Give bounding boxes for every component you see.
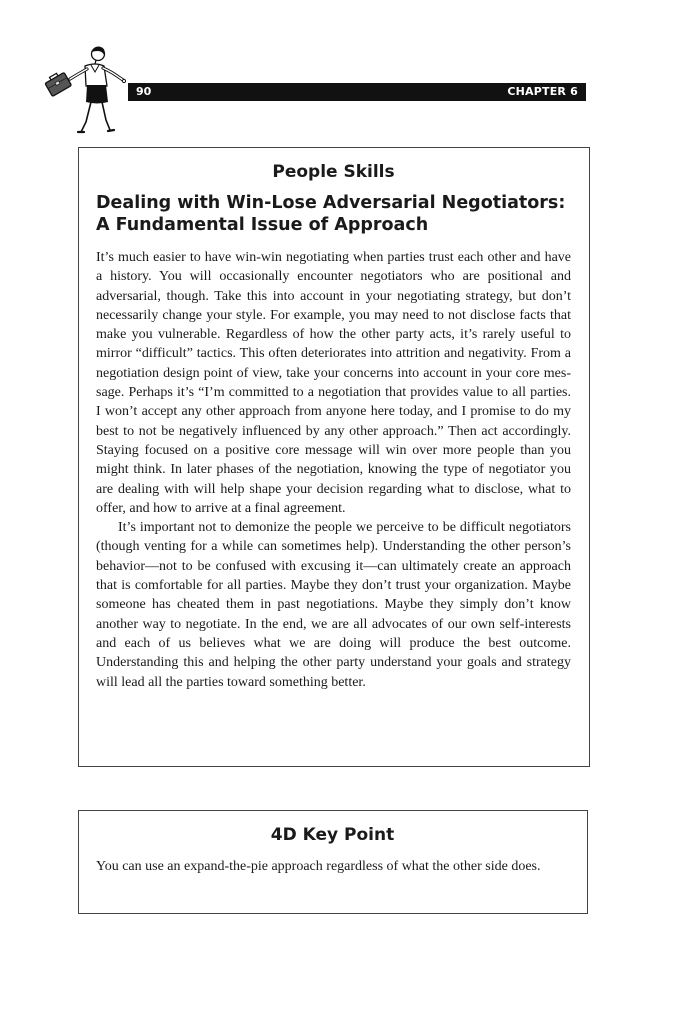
subtitle-line-1: Dealing with Win-Lose Adversarial Negotiators:	[96, 193, 566, 213]
key-point-text: You can use an expand-the-pie approach regardless of what the other side does.	[96, 859, 541, 874]
key-point-title: 4D Key Point	[270, 825, 395, 845]
chapter-label: CHAPTER 6	[507, 85, 578, 98]
people-skills-box	[78, 147, 590, 767]
people-skills-title: People Skills	[272, 162, 395, 182]
page-number: 90	[136, 85, 152, 98]
businesswoman-with-briefcase-icon	[44, 44, 128, 136]
people-skills-paragraph-2: It’s important not to demonize the people we perceive to be difficult negotiators (though venting for a while can sometimes help). Understanding the other person’s behavior—not to be confused with excusing it—can ultimately create an approach that is comfortable for all parties. Maybe they don’t trust your organization. Maybe someone has cheated them in past negotiations. Maybe they simply don’t know another way to negotiate. In the end, we are all advocates of our own self-interests and each of us believes what we are doing will produce the best outcome. Understanding this and helping the other party understand your goals and strategy will lead all the parties toward something better.	[96, 520, 571, 690]
people-skills-paragraph-1: It’s much easier to have win-win negotiating when parties trust each other and have a history. You will occasionally encounter negotiators who are positional and adversarial, though. Take this into account in your negotiating strategy, but don’t necessarily change your style. For example, you may need to not disclose facts that make you vulnerable. Regardless of how the other party acts, it’s rarely useful to mirror “difficult” tactics. This often deteriorates into attrition and negativity. From a negotiation design point of view, take your concerns into account in your core message. Perhaps it’s “I’m committed to a negotiation that provides value to all parties. I won’t accept any other approach from anyone here today, and I promise to do my best to not be negatively influenced by any other approach.” Then act accordingly. Staying focused on a positive core message will win over more people than you might think. In later phases of the negotiation, knowing the type of negotiator you are dealing with will help shape your decision regarding what to disclose, what to offer, and how to arrive at a final agreement.	[96, 250, 571, 516]
people-skills-subtitle	[96, 192, 571, 236]
running-header-bar	[128, 83, 586, 101]
key-point-box	[78, 810, 588, 914]
subtitle-line-2: A Fundamental Issue of Approach	[96, 215, 429, 235]
